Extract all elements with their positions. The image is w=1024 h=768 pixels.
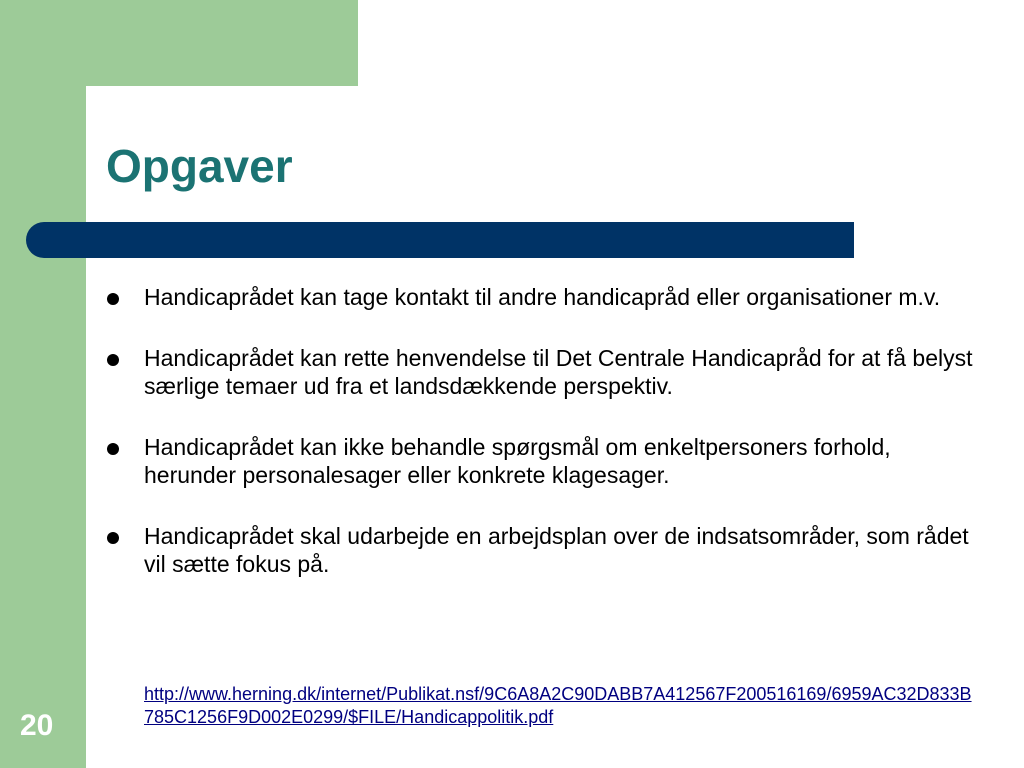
green-frame-left [0,0,86,768]
bullet-icon [107,293,119,305]
bullet-text: Handicaprådet skal udarbejde en arbejdsplan over de indsatsområder, som rådet vil sætte fokus på. [144,523,969,577]
bullet-icon [107,443,119,455]
bullet-item [102,283,982,311]
bullet-list [102,283,982,596]
bullet-item [102,433,982,489]
green-frame-top [0,0,358,86]
bullet-text: Handicaprådet kan tage kontakt til andre handicapråd eller organisationer m.v. [144,284,941,310]
bullet-icon [107,354,119,366]
slide-title: Opgaver [106,140,293,192]
bullet-text: Handicaprådet kan rette henvendelse til Det Centrale Handicapråd for at få belyst særlige temaer ud fra et landsdækkende perspektiv. [144,345,973,399]
bullet-item [102,344,982,400]
bullet-icon [107,532,119,544]
bullet-item [102,522,982,578]
title-underline-bar [26,222,854,258]
source-link[interactable]: http://www.herning.dk/internet/Publikat.nsf/9C6A8A2C90DABB7A412567F200516169/6959AC32D833B785C1256F9D002E0299/$FILE/Handicappolitik.pdf [144,684,972,727]
bullet-text: Handicaprådet kan ikke behandle spørgsmål om enkeltpersoners forhold, herunder personalesager eller konkrete klagesager. [144,434,891,488]
page-number: 20 [20,709,54,742]
